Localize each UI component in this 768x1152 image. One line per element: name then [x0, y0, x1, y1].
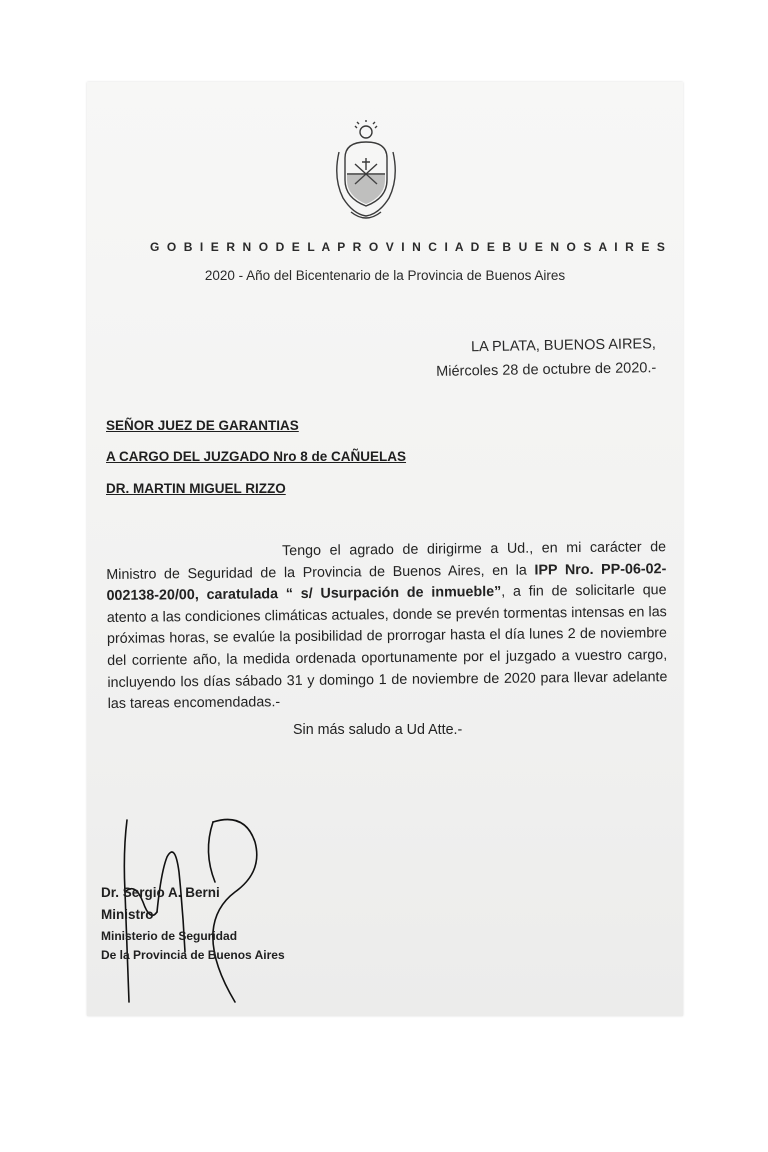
signer-name: Dr. Sergio A. Berni [101, 885, 220, 900]
body-paragraph [106, 537, 668, 716]
addressee-line-judge: SEÑOR JUEZ DE GARANTIAS [106, 418, 299, 433]
addressee-line-name: DR. MARTIN MIGUEL RIZZO [106, 481, 286, 496]
signer-title: Ministro [101, 907, 154, 922]
signer-ministry: Ministerio de Seguridad [101, 929, 238, 943]
body-text-start: Tengo el agrado de dirigirme a Ud., en mi carácter de Ministro de Seguridad de la Provincia de Buenos Aires, en la [106, 539, 667, 583]
closing-salutation: Sin más saludo a Ud Atte.- [293, 722, 463, 738]
bicentenary-motto: 2020 - Año del Bicentenario de la Provincia de Buenos Aires [204, 268, 566, 283]
signer-province: De la Provincia de Buenos Aires [101, 948, 285, 962]
letter-body [106, 537, 668, 716]
addressee-line-court: A CARGO DEL JUZGADO Nro 8 de CAÑUELAS [106, 449, 407, 464]
place-date-block [436, 332, 657, 384]
province-coat-of-arms-icon [329, 118, 403, 226]
case-reference: IPP Nro. PP-06-02-002138-20/00, caratulada “ s/ Usurpación de inmueble” [106, 560, 667, 605]
government-heading: G O B I E R N O D E L A P R O V I N C I A D E B U E N O S A I R E S [150, 240, 667, 254]
place-city: LA PLATA, BUENOS AIRES, [470, 336, 656, 356]
letter-date: Miércoles 28 de octubre de 2020.- [436, 360, 657, 380]
body-text-rest: , a fin de solicitarle que atento a las condiciones climáticas actuales, donde se prevén tormentas intensas en las próximas horas, se evalúe la posibilidad de prorrogar hasta el día lunes 2 de noviembre del corriente año, la medida ordenada oportunamente por el juzgado a vuestro cargo, incluyendo los días sábado 31 y domingo 1 de noviembre de 2020 para llevar adelante las tareas encomendadas.- [106, 582, 668, 713]
